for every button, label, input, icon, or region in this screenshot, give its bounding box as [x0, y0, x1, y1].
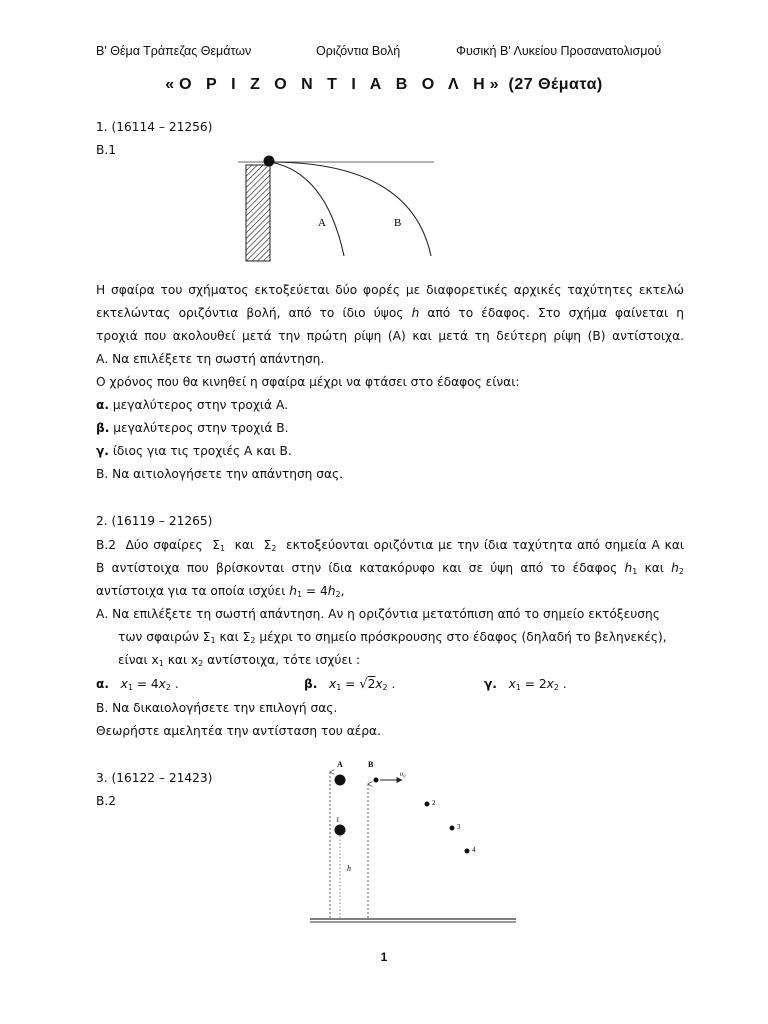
ball-position-4 [465, 849, 470, 854]
q3-part: Β.2 [96, 794, 116, 808]
title-count: (27 Θέματα) [508, 76, 603, 93]
q1-option-b: β. μεγαλύτερος στην τροχιά Β. [96, 421, 289, 435]
trajectory-a [270, 162, 344, 256]
fig-label-b: Β [368, 760, 374, 769]
ball-a [335, 775, 346, 786]
q1-text-line1: Η σφαίρα του σχήματος εκτοξεύεται δύο φορές με διαφορετικές αρχικές ταχύτητες εκτελώ [96, 283, 684, 297]
ball-position-3 [450, 826, 455, 831]
q2-text-line5: των σφαιρών $\Sigma_1$ και $\Sigma_2$ μέχρι το σημείο πρόσκρουσης στο έδαφος (δηλαδή το βεληνεκές), [118, 630, 667, 645]
hatched-wall [246, 165, 270, 261]
page-title [0, 76, 768, 94]
q2-task-a: Α. Να επιλέξετε τη σωστή απάντηση. Αν η οριζόντια μετατόπιση από το σημείο εκτόξευσης [96, 607, 660, 621]
q2-text-line3: αντίστοιχα για τα οποία ισχύει $h_1 = 4h_2$, [96, 584, 345, 599]
q1-number: 1. (16114 – 21256) [96, 120, 213, 134]
q2-text-line1: Β.2 Δύο σφαίρες $\Sigma_1$ και $\Sigma_2$ εκτοξεύονται οριζόντια με την ίδια ταχύτητα από σημεία Α και [96, 538, 684, 553]
header-left: Β' Θέμα Τράπεζας Θεμάτων [96, 44, 252, 58]
page-number: 1 [380, 950, 388, 964]
q1-text-line2: εκτελώντας οριζόντια βολή, από το ίδιο ύψος h από το έδαφος. Στο σχήμα φαίνεται η [96, 306, 684, 320]
q1-part: Β.1 [96, 143, 116, 157]
q1-question: Ο χρόνος που θα κινηθεί η σφαίρα μέχρι να φτάσει στο έδαφος είναι: [96, 375, 520, 389]
fig-label-h: h [347, 864, 351, 873]
q3-number: 3. (16122 – 21423) [96, 771, 213, 785]
header-center: Οριζόντια Βολή [316, 44, 401, 58]
q3-drop-figure [306, 756, 520, 928]
q1-trajectory-figure [236, 152, 436, 262]
q1-task-a: Α. Να επιλέξετε τη σωστή απάντηση. [96, 352, 325, 366]
q1-option-a: α. μεγαλύτερος στην τροχιά Α. [96, 398, 289, 412]
q1-task-b: Β. Να αιτιολογήσετε την απάντηση σας. [96, 467, 344, 481]
q2-text-line6: είναι $x_1$ και $x_2$ αντίστοιχα, τότε ισχύει : [118, 653, 361, 668]
ball-position-1 [335, 825, 346, 836]
title-main: «Ο Ρ Ι Ζ Ο Ν Τ Ι Α Β Ο Λ Η» [165, 76, 504, 93]
ball-position-2 [425, 802, 430, 807]
fig-label-3: 3 [457, 823, 461, 831]
q2-note: Θεωρήστε αμελητέα την αντίσταση του αέρα. [96, 724, 381, 738]
fig-label-2: 2 [432, 799, 436, 807]
fig-label-v0: υ₀ [400, 770, 406, 778]
trajectory-b [270, 162, 431, 256]
q2-option-b: β. $x_1 = √2x_2$ . [304, 677, 396, 692]
ball-b [374, 778, 379, 783]
q1-option-c: γ. ίδιος για τις τροχιές Α και Β. [96, 444, 292, 458]
q2-task-b: Β. Να δικαιολογήσετε την επιλογή σας. [96, 701, 338, 715]
fig-label-b: Β [394, 217, 402, 229]
q2-number: 2. (16119 – 21265) [96, 514, 213, 528]
q2-option-a: α. $x_1 = 4x_2$ . [96, 677, 179, 692]
q2-option-c: γ. $x_1 = 2x_2$ . [484, 677, 567, 692]
fig-label-4: 4 [472, 846, 476, 854]
ball [264, 156, 275, 167]
q1-text-line3: τροχιά που ακολουθεί μετά την πρώτη ρίψη (Α) και μετά τη δεύτερη ρίψη (Β) αντίστοιχα. [96, 329, 684, 343]
q2-text-line2: Β αντίστοιχα που βρίσκονται στην ίδια κατακόρυφο και σε ύψη από το έδαφος $h_1$ και $h_2$ [96, 561, 684, 576]
header-right: Φυσική Β' Λυκείου Προσανατολισμού [456, 44, 662, 58]
fig-label-a: Α [337, 760, 343, 769]
fig-label-a: Α [318, 217, 326, 229]
fig-label-1: 1 [336, 816, 340, 824]
